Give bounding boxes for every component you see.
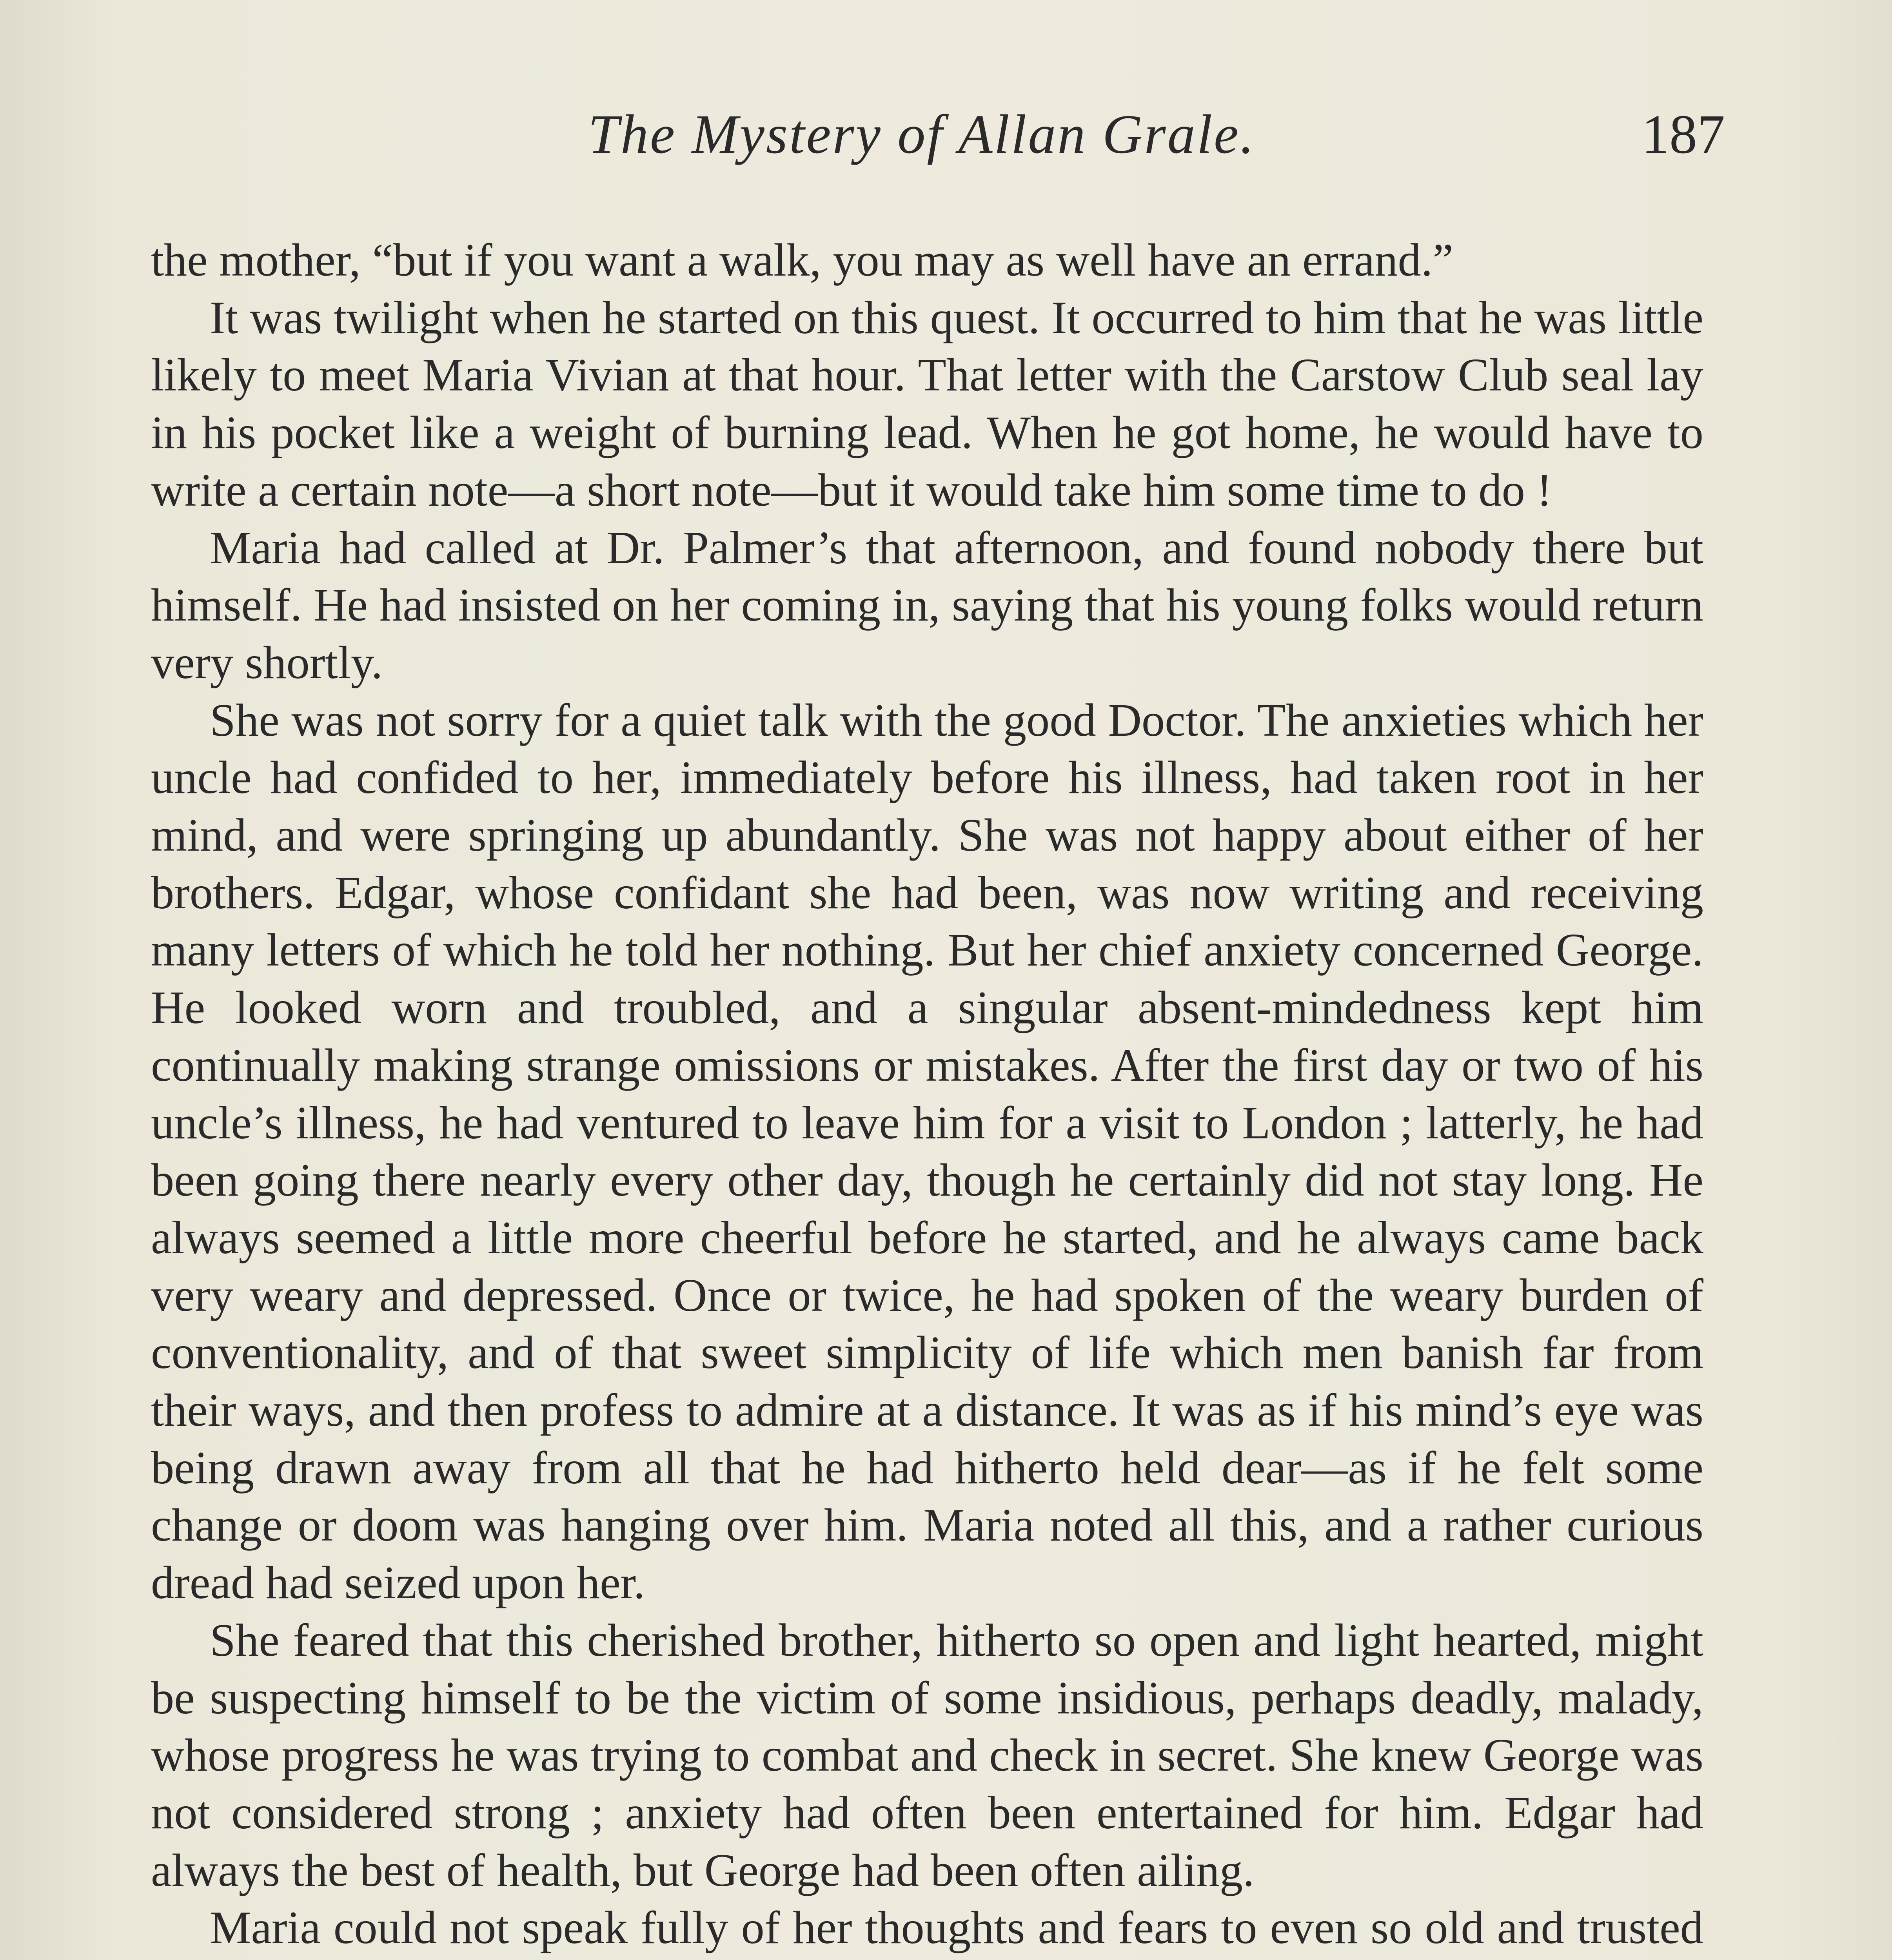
paragraph: She feared that this cherished brother, hitherto so open and light hearted, might be suspecting himself to be the victim of some insidious, perhaps deadly, malady, whose progress he was trying to combat and check in secret. She knew George was not considered strong ; anxiety had often been entertained for him. Edgar had always the best of health, but George had been often ailing. [151,1614,1703,1896]
page-number: 187 [1641,103,1725,165]
paragraph: Maria had called at Dr. Palmer’s that afternoon, and found nobody there but himself. He had insisted on her coming in, saying that his young folks would return very shortly. [151,521,1703,688]
paragraph-continuation: the mother, “but if you want a walk, you may as well have an errand.” [151,234,1453,286]
running-title: The Mystery of Allan Grale. [588,103,1256,165]
page-header [149,102,1725,180]
body-text [151,231,1703,1960]
paragraph: It was twilight when he started on this quest. It occurred to him that he was little likely to meet Maria Vivian at that hour. That letter with the Carstow Club seal lay in his pocket like a weight of burning lead. When he got home, he would have to write a certain note—a short note—but it would take him some time to do ! [151,291,1703,516]
paragraph: Maria could not speak fully of her thoughts and fears to even so old and trusted [210,1902,1703,1954]
paragraph: She was not sorry for a quiet talk with the good Doctor. The anxieties which her uncle had confided to her, immediately before his illness, had taken root in her mind, and were springing up abundantly. She was not happy about either of her brothers. Edgar, whose confidant she had been, was now writing and receiving many letters of which he told her nothing. But her chief anxiety concerned George. He looked worn and troubled, and a singular absent-mindedness kept him continually making strange omissions or mistakes. After the first day or two of his uncle’s illness, he had ventured to leave him for a visit to London ; latterly, he had been going there nearly every other day, though he certainly did not stay long. He always seemed a little more cheerful before he started, and he always came back very weary and depressed. Once or twice, he had spoken of the weary burden of conventionality, and of that sweet simplicity of life which men banish far from their ways, and then profess to admire at a distance. It was as if his mind’s eye was being drawn away from all that he had hitherto held dear—as if he felt some change or doom was hanging over him. Maria noted all this, and a rather curious dread had seized upon her. [151,694,1703,1609]
